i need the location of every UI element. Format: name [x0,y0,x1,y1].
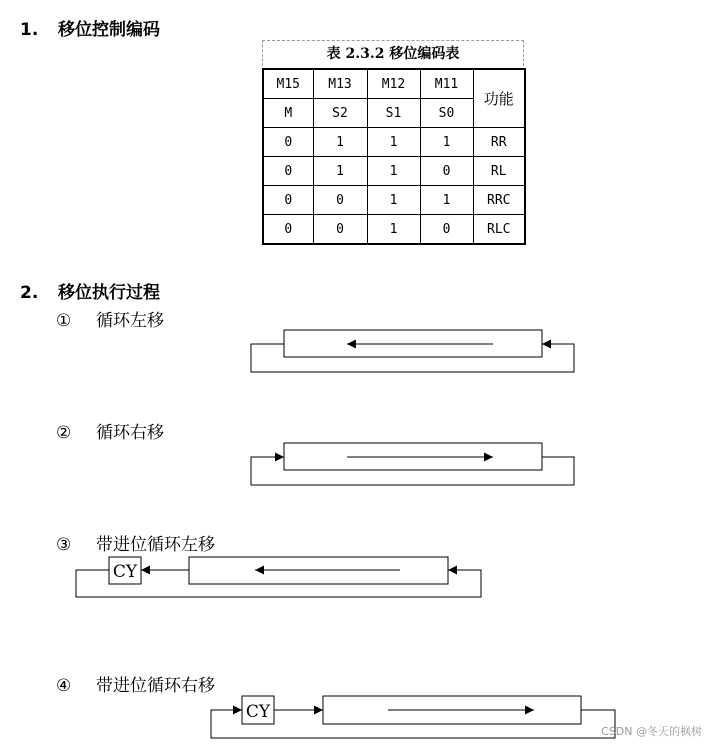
rotate-right-carry-diagram [211,696,615,738]
carry-flag-label: CY [245,702,271,722]
mode-2-marker: ② [56,423,72,443]
rotate-right-diagram [251,443,574,485]
table-cell: 1 [420,128,473,157]
function-cell: RR [473,128,525,157]
header-cell: M13 [313,69,367,99]
header-cell: S0 [420,99,473,128]
table-cell: 1 [313,157,367,186]
mode-3-text: 带进位循环左移 [96,535,215,555]
section-1-title: 移位控制编码 [58,20,160,40]
mode-4-marker: ④ [56,676,72,696]
carry-flag-label: CY [112,562,138,582]
table-cell: 0 [263,157,313,186]
table-cell: 0 [263,186,313,215]
function-header: 功能 [473,69,525,128]
section-2-number: 2. [20,283,39,303]
header-cell: M15 [263,69,313,99]
header-cell: S1 [367,99,420,128]
table-cell: 1 [367,128,420,157]
table-cell: 1 [367,186,420,215]
rotate-left-diagram [251,330,574,372]
table-cell: 1 [420,186,473,215]
header-cell: M11 [420,69,473,99]
table-cell: 0 [263,215,313,245]
table-cell: 1 [367,157,420,186]
function-cell: RLC [473,215,525,245]
header-cell: M12 [367,69,420,99]
section-2-title: 移位执行过程 [58,283,160,303]
table-cell: 1 [367,215,420,245]
mode-1-text: 循环左移 [96,311,164,331]
function-cell: RL [473,157,525,186]
mode-2-text: 循环右移 [96,423,164,443]
mode-1-marker: ① [56,311,72,331]
table-cell: 0 [313,186,367,215]
table-cell: 0 [420,157,473,186]
watermark: CSDN @冬天的枫树 [601,725,702,738]
table-cell: 0 [420,215,473,245]
header-cell: M [263,99,313,128]
mode-4-text: 带进位循环右移 [96,676,215,696]
table-caption: 表 2.3.2 移位编码表 [262,40,524,66]
header-cell: S2 [313,99,367,128]
table-cell: 0 [263,128,313,157]
table-cell: 1 [313,128,367,157]
mode-3-marker: ③ [56,535,72,555]
section-1-number: 1. [20,20,39,40]
function-cell: RRC [473,186,525,215]
table-cell: 0 [313,215,367,245]
